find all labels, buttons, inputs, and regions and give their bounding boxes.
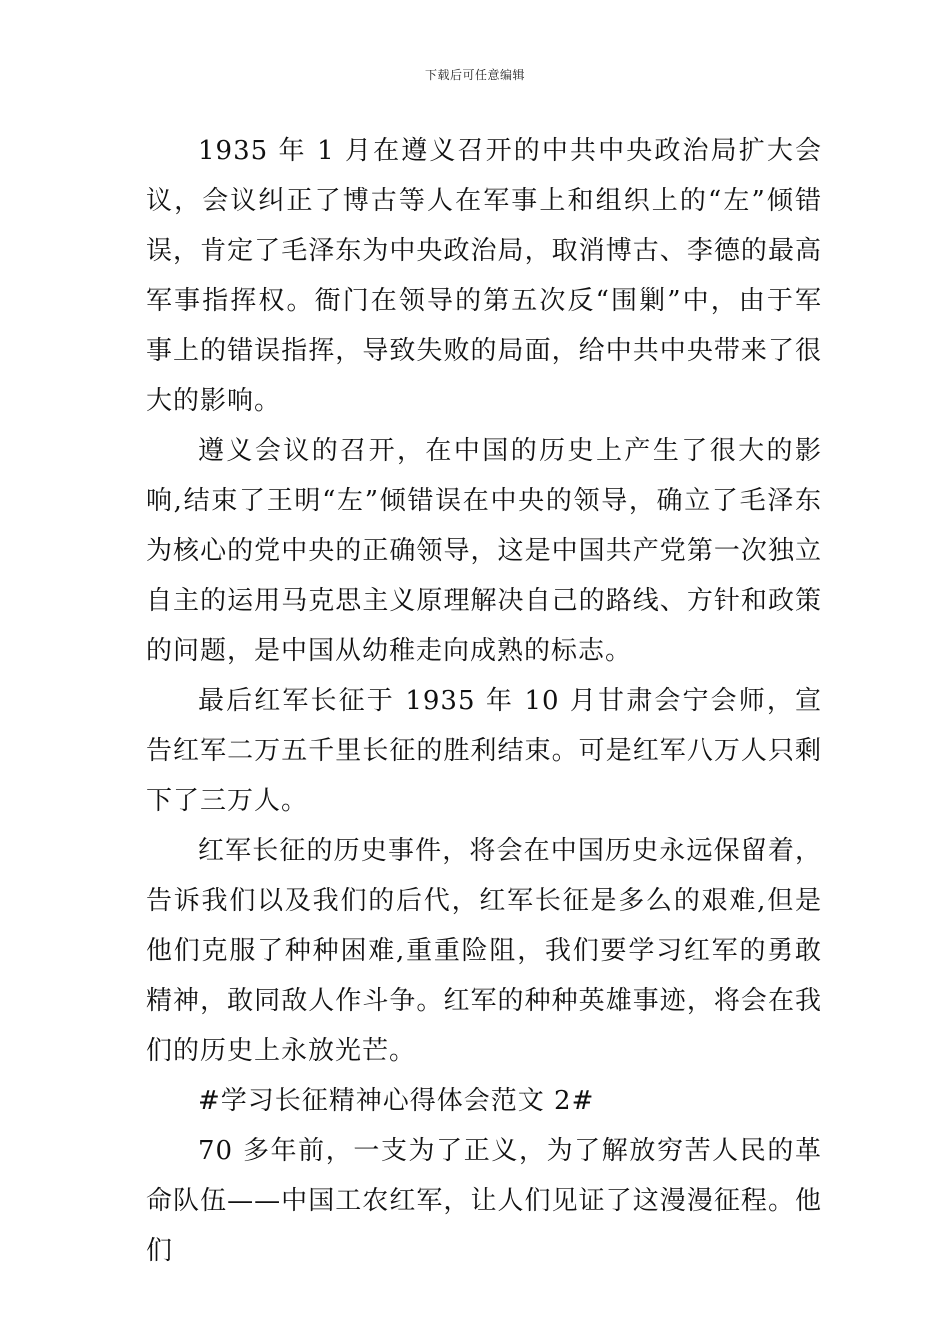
paragraph-5: 70 多年前，一支为了正义，为了解放穷苦人民的革命队伍——中国工农红军，让人们见证了这漫漫征程。他们 <box>146 1136 822 1266</box>
document-body <box>146 126 822 1276</box>
paragraph-4: 红军长征的历史事件，将会在中国历史永远保留着，告诉我们以及我们的后代，红军长征是多么的艰难,但是他们克服了种种困难,重重险阻，我们要学习红军的勇敢精神，敢同敌人作斗争。红军的种种英雄事迹，将会在我们的历史上永放光芒。 <box>146 836 822 1066</box>
paragraph-2: 遵义会议的召开，在中国的历史上产生了很大的影响,结束了王明“左”倾错误在中央的领导，确立了毛泽东为核心的党中央的正确领导，这是中国共产党第一次独立自主的运用马克思主义原理解决自己的路线、方针和政策的问题，是中国从幼稚走向成熟的标志。 <box>146 436 822 666</box>
paragraph-3: 最后红军长征于 1935 年 10 月甘肃会宁会师，宣告红军二万五千里长征的胜利结束。可是红军八万人只剩下了三万人。 <box>146 686 822 816</box>
page-header: 下载后可任意编辑 <box>424 68 525 82</box>
section-heading: #学习长征精神心得体会范文 2# <box>198 1086 595 1116</box>
paragraph-1: 1935 年 1 月在遵义召开的中共中央政治局扩大会议，会议纠正了博古等人在军事上和组织上的“左”倾错误，肯定了毛泽东为中央政治局，取消博古、李德的最高军事指挥权。衙门在领导的第五次反“围剿”中，由于军事上的错误指挥，导致失败的局面，给中共中央带来了很大的影响。 <box>146 136 822 416</box>
